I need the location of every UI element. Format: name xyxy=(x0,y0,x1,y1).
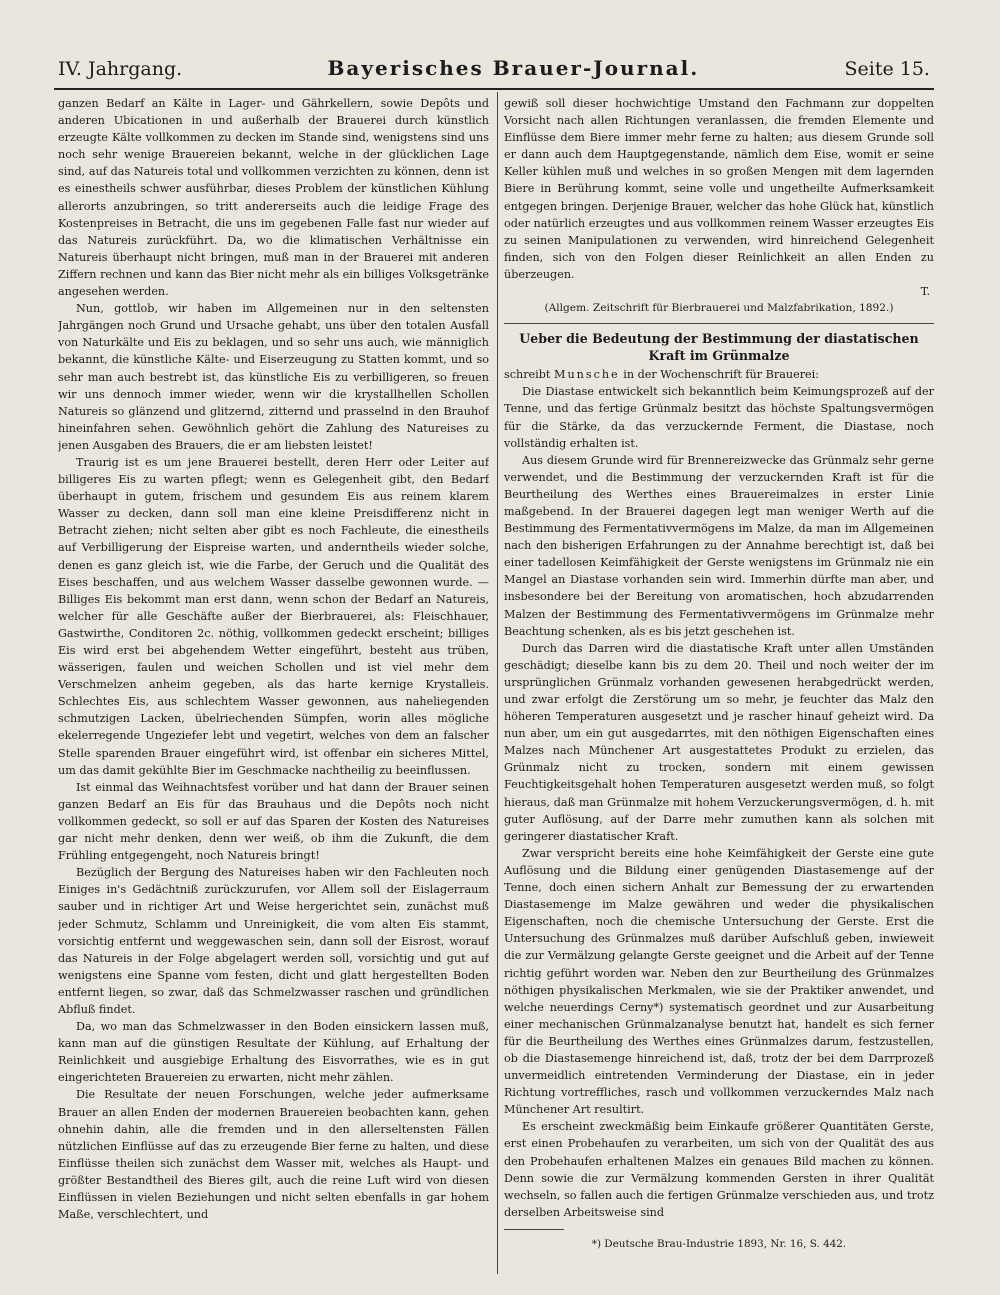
right-column xyxy=(504,95,934,1275)
article-byline xyxy=(504,366,934,383)
byline-author: Munsche xyxy=(553,368,620,382)
paragraph: Es erscheint zweckmäßig beim Einkaufe größerer Quantitäten Gerste, erst einen Probehaufen zu verarbeiten, um sich von der Qualität des aus den Probehaufen erhaltenen Malzes ein genaues Bild machen zu können. Denn sowie die zur Vermälzung kommenden Gersten in ihrer Qualität wechseln, so fallen auch die fertigen Grünmalze verschieden aus, und trotz derselben Arbeitsweise sind xyxy=(504,1120,934,1219)
paragraph: Aus diesem Grunde wird für Brennereizwecke das Grünmalz sehr gerne verwendet, und die Bestimmung der verzuckernden Kraft ist für die Beurtheilung des Werthes eines Brauereimalzes in erster Linie maßgebend. In der Brauerei dagegen legt man weniger Werth auf die Bestimmung des Fermentativvermögens im Malze, da man im Allgemeinen nach den bisherigen Erfahrungen zu der Annahme berechtigt ist, daß bei einer tadellosen Keimfähigkeit der Gerste wenigstens im Grünmalz nie ein Mangel an Diastase vorhanden sein wird. Immerhin dürfte man aber, und insbesondere bei der Bereitung von aromatischen, hoch abzudarrenden Malzen der Bestimmung des Fermentativvermögens im Grünmalze mehr Beachtung schenken, als es bis jetzt geschehen ist. xyxy=(504,453,934,638)
left-column xyxy=(58,95,489,1275)
paragraph: Zwar verspricht bereits eine hohe Keimfähigkeit der Gerste eine gute Auflösung und die Bildung einer genügenden Diastasemenge auf der Tenne, doch einen sichern Anhalt zur Bemessung der zu erwartenden Diastasemenge im Malze gewähren und weder die physikalischen Eigenschaften, noch die chemische Untersuchung der Gerste. Erst die Untersuchung des Grünmalzes muß darüber Aufschluß geben, inwieweit die zur Vermälzung gelangte Gerste geeignet und die Arbeit auf der Tenne richtig geführt worden war. Neben den zur Beurtheilung des Grünmalzes nöthigen physikalischen Merkmalen, wie sie der Praktiker anwendet, und welche neuerdings Cerny*) systematisch geordnet und zur Ausarbeitung einer mechanischen Grünmalzanalyse benutzt hat, handelt es sich ferner für die Beurtheilung des Werthes eines Grünmalzes darum, festzustellen, ob die Diastasemenge hinreichend ist, daß, trotz der bei dem Darrprozeß unvermeidlich eintretenden Verminderung der Diastase, ein in jeder Richtung vortreffliches, rasch und vollkommen verzuckerndes Malz nach Münchener Art resultirt. xyxy=(504,846,934,1117)
paragraph: ganzen Bedarf an Kälte in Lager- und Gährkellern, sowie Depôts und anderen Ubicationen in und außerhalb der Brauerei durch künstlich erzeugte Kälte vollkommen zu decken im Stande sind, wenigstens sind uns noch sehr wenige Brauereien bekannt, welche in der glücklichen Lage sind, auf das Natureis total und vollkommen verzichten zu können, denn ist es einestheils schwer ausführbar, dieses Problem der künstlichen Kühlung allerorts anzubringen, so tritt andererseits auch die leidige Frage des Kostenpreises in Betracht, die uns im gegebenen Falle fast nur wieder auf das Natureis zurückführt. Da, wo die klimatischen Verhältnisse ein Natureis überhaupt nicht bringen, muß man in der Brauerei mit anderen Ziffern rechnen und kann das Bier nicht mehr als ein billiges Volksgetränke angesehen werden. xyxy=(58,97,489,299)
paragraph: Nun, gottlob, wir haben im Allgemeinen nur in den seltensten Jahrgängen noch Grund und Ursache gehabt, uns über den totalen Ausfall von Naturkälte und Eis zu beklagen, und so sehr uns auch, wie männiglich bekannt, die künstliche Kälte- und Eiserzeugung zu Statten kommt, und so sehr man auch bestrebt ist, das künstliche Eis zu verbilligeren, so freuen wir uns dennoch immer wieder, wenn wir die krystallhellen Schollen Natureis so glänzend und glitzernd, zitternd und prasselnd in den Brauhof hineinfahren sehen. Gewöhnlich gehört die Zahlung des Natureises zu jenen Ausgaben des Brauers, die er am liebsten leistet! xyxy=(58,302,489,452)
footnote-rule xyxy=(504,1229,564,1230)
paragraph: Traurig ist es um jene Brauerei bestellt, deren Herr oder Leiter auf billigeres Eis zu warten pflegt; wenn es Gelegenheit gibt, den Bedarf überhaupt in gutem, frischem und gesundem Eis aus reinem klarem Wasser zu decken, dann soll man eine kleine Preisdifferenz nicht in Betracht ziehen; nicht selten aber gibt es noch Fachleute, die einestheils auf Verbilligerung der Eispreise warten, und anderntheils wieder solche, denen es ganz gleich ist, wie die Farbe, der Geruch und die Qualität des Eises beschaffen, und aus welchem Wasser dasselbe gewonnen wurde. — Billiges Eis bekommt man erst dann, wenn schon der Bedarf an Natureis, welcher für alle Geschäfte außer der Bierbrauerei, als: Fleischhauer, Gastwirthe, Conditoren 2c. nöthig, vollkommen gedeckt erscheint; billiges Eis wird erst bei abgehendem Wetter eingeführt, besteht aus trüben, wässerigen, faulen und weichen Schollen und ist viel mehr dem Verschmelzen anheim gegeben, als das harte kernige Krystalleis. Schlechtes Eis, aus schlechtem Wasser gewonnen, aus naheliegenden schmutzigen Lacken, übelriechenden Sümpfen, worin alles mögliche ekelerregende Ungeziefer lebt und vegetirt, welches von dem an falscher Stelle sparenden Brauer eingeführt wird, ist offenbar ein sicheres Mittel, um das damit gekühlte Bier im Geschmacke nachtheilig zu beeinflussen. xyxy=(58,455,489,777)
source-citation: (Allgem. Zeitschrift für Bierbrauerei und Malzfabrikation, 1892.) xyxy=(544,302,894,315)
volume-label: IV. Jahrgang. xyxy=(58,58,183,80)
article-headline: Ueber die Bedeutung der Bestimmung der diastatischen Kraft im Grünmalze xyxy=(504,323,934,364)
paragraph: Die Resultate der neuen Forschungen, welche jeder aufmerksame Brauer an allen Enden der modernen Brauereien beobachten kann, gehen ohnehin dahin, alle die fremden und in den allerseltensten Fällen nützlichen Einflüsse auf das zu erzeugende Bier ferne zu halten, und diese Einflüsse theilen sich zunächst dem Wasser mit, welches als Haupt- und größter Bestandtheil des Bieres gilt, auch die reine Luft wird von diesen Einflüssen in vielen Beziehungen und nicht selten ebenfalls in gar hohem Maße, verschlechtert, und xyxy=(58,1088,489,1222)
paragraph: gewiß soll dieser hochwichtige Umstand den Fachmann zur doppelten Vorsicht nach allen Richtungen veranlassen, die fremden Elemente und Einflüsse dem Biere immer mehr ferne zu halten; aus diesem Grunde soll er dann auch dem Hauptgegenstande, nämlich dem Eise, womit er seine Keller kühlen muß und welches in so großen Mengen mit dem lagernden Biere in Berührung kommt, seine volle und ungetheilte Aufmerksamkeit entgegen bringen. Derjenige Brauer, welcher das hohe Glück hat, künstlich oder natürlich erzeugtes und aus vollkommen reinem Wasser erzeugtes Eis zu seinen Manipulationen zu verwenden, wird hinreichend Gelegenheit finden, sich von den Folgen dieser Reinlichkeit an allen Enden zu überzeugen. xyxy=(504,97,934,281)
header-rule xyxy=(54,88,934,90)
column-divider xyxy=(497,92,498,1274)
author-signature: T. xyxy=(920,285,930,299)
paragraph: Ist einmal das Weihnachtsfest vorüber und hat dann der Brauer seinen ganzen Bedarf an Eis für das Brauhaus und die Depôts noch nicht vollkommen gedeckt, so soll er auf das Sparen der Kosten des Natureises gar nicht mehr denken, denn wer weiß, ob ihm die Zukunft, die dem Frühling entgegengeht, noch Natureis bringt! xyxy=(58,780,489,863)
page-header xyxy=(58,56,930,86)
footnote: *) Deutsche Brau-Industrie 1893, Nr. 16, S. 442. xyxy=(591,1237,847,1250)
byline-suffix: in der Wochenschrift für Brauerei: xyxy=(623,368,820,382)
paragraph: Die Diastase entwickelt sich bekanntlich beim Keimungsprozeß auf der Tenne, und das fertige Grünmalz besitzt das höchste Spaltungsvermögen für die Stärke, da das verzuckernde Ferment, die Diastase, noch vollständig erhalten ist. xyxy=(504,385,934,450)
paragraph: Durch das Darren wird die diastatische Kraft unter allen Umständen geschädigt; dieselbe kann bis zu dem 20. Theil und noch weiter der im ursprünglichen Grünmalz vorhanden gewesenen herabgedrückt werden, und zwar erfolgt die Zerstörung um so mehr, je feuchter das Malz den höheren Temperaturen ausgesetzt und je rascher hinauf geheizt wird. Da nun aber, um ein gut ausgedarrtes, mit den nöthigen Eigenschaften eines Malzes nach Münchener Art ausgestattetes Produkt zu erzielen, das Grünmalz nicht zu trocken, sondern mit einem gewissen Feuchtigkeitsgehalt hohen Temperaturen ausgesetzt werden muß, so folgt hieraus, daß man Grünmalze mit hohem Verzuckerungsvermögen, d. h. mit guter Auflösung, auf der Darre mehr zumuthen kann als solchen mit geringerer diastatischer Kraft. xyxy=(504,641,934,843)
paragraph: Da, wo man das Schmelzwasser in den Boden einsickern lassen muß, kann man auf die günstigen Resultate der Kühlung, auf Erhaltung der Reinlichkeit und ausgiebige Erhaltung des Eisvorrathes, wie es in gut eingerichteten Brauereien zu erwarten, nicht mehr zählen. xyxy=(58,1020,489,1085)
journal-title: Bayerisches Brauer-Journal. xyxy=(327,56,700,80)
byline-prefix: schreibt xyxy=(504,368,551,382)
paragraph: Bezüglich der Bergung des Natureises haben wir den Fachleuten noch Einiges in's Gedächtniß zurückzurufen, vor Allem soll der Eislagerraum sauber und in richtiger Art und Weise hergerichtet sein, zunächst muß jeder Schmutz, Schlamm und Unreinigkeit, die vom alten Eis stammt, vorsichtig entfernt und weggewaschen sein, dann soll der Eisrost, worauf das Natureis in der Folge abgelagert werden soll, vorsichtig und gut auf wenigstens eine Spanne vom festen, dicht und glatt hergestellten Boden entfernt liegen, so zwar, daß das Schmelzwasser raschen und gründlichen Abfluß findet. xyxy=(58,866,489,1016)
page-number: Seite 15. xyxy=(844,58,930,80)
